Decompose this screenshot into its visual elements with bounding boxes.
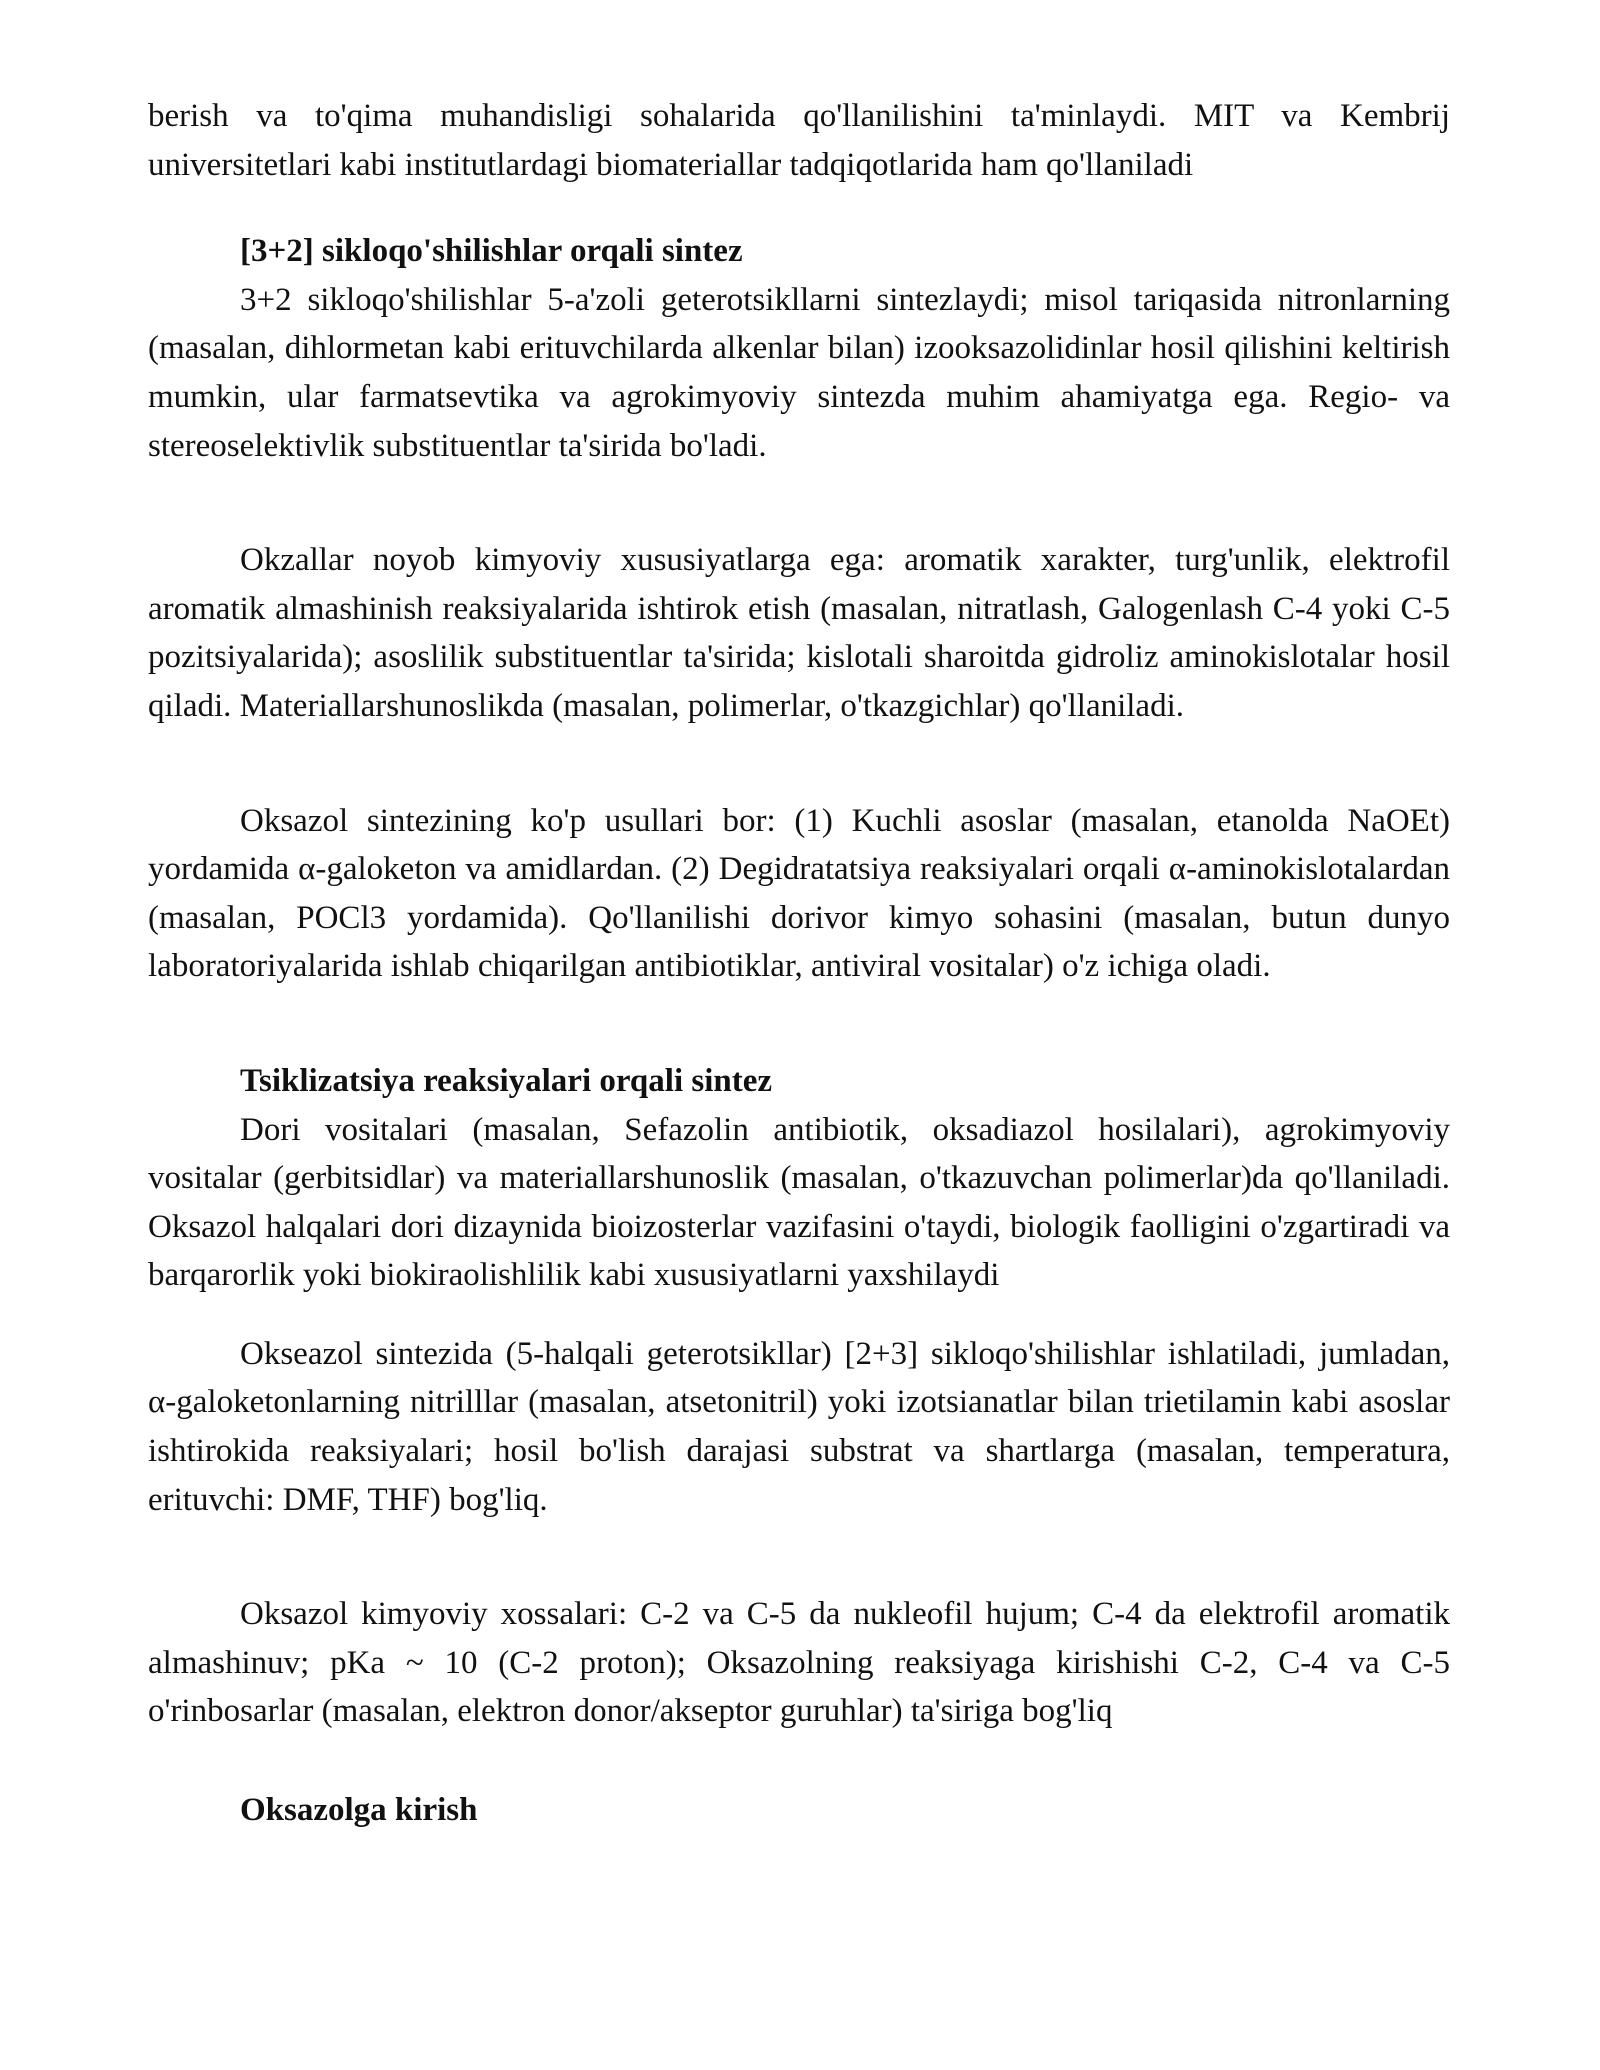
spacer [148,731,1450,797]
paragraph-cycloaddition: 3+2 sikloqo'shilishlar 5-a'zoli geterotsikllarni sintezlaydi; misol tariqasida nitronlarning (masalan, dihlormetan kabi erituvchilarda alkenlar bilan) izooksazolidinlar hosil qilishini keltirish mumkin, ular farmatsevtika va agrokimyoviy sintezda muhim ahamiyatga ega. Regio- va stereoselektivlik substituentlar ta'sirida bo'ladi. [148,281,1450,464]
section-heading-cyclization: Tsiklizatsiya reaksiyalari orqali sintez [240,1062,773,1099]
spacer [148,470,1450,536]
section-heading-introduction: Oksazolga kirish [240,1792,478,1829]
document-page [148,92,1450,1835]
paragraph-oxazole-synthesis-methods: Oksazol sintezining ko'p usullari bor: (1) Kuchli asoslar (masalan, etanolda NaOEt) yordamida α-galoketon va amidlardan. (2) Degidratatsiya reaksiyalari orqali α-aminokislotalardan (masalan, POCl3 yordamida). Qo'llanilishi dorivor kimyo sohasini (masalan, butun dunyo laboratoriyalarida ishlab chiqarilgan antibiotiklar, antiviral vositalar) o'z ichiga oladi. [148,802,1450,985]
paragraph-chemical-properties: Oksazol kimyoviy xossalari: C-2 va C-5 da nukleofil hujum; C-4 da elektrofil aromatik almashinuv; pKa ~ 10 (C-2 proton); Oksazolning reaksiyaga kirishishi C-2, C-4 va C-5 o'rinbosarlar (masalan, elektron donor/akseptor guruhlar) ta'siriga bog'liq [148,1596,1450,1730]
paragraph-intro-continuation: berish va to'qima muhandisligi sohalarida qo'llanilishini ta'minlaydi. MIT va Kembrij universitetlari kabi institutlardagi biomateriallar tadqiqotlarida ham qo'llaniladi [148,98,1450,183]
paragraph-okseazol-synthesis: Okseazol sintezida (5-halqali geterotsikllar) [2+3] sikloqo'shilishlar ishlatiladi, jumladan, α-galoketonlarning nitrilllar (masalan, atsetonitril) yoki izotsianatlar bilan trietilamin kabi asoslar ishtirokida reaksiyalari; hosil bo'lish darajasi substrat va shartlarga (masalan, temperatura, erituvchi: DMF, THF) bog'liq. [148,1335,1450,1518]
spacer [148,189,1450,227]
paragraph-oxazole-properties: Okzallar noyob kimyoviy xususiyatlarga ega: aromatik xarakter, turg'unlik, elektrofil aromatik almashinish reaksiyalarida ishtirok etish (masalan, nitratlash, Galogenlash C-4 yoki C-5 pozitsiyalarida); asoslilik substituentlar ta'sirida; kislotali sharoitda gidroliz aminokislotalar hosil qiladi. Materiallarshunoslikda (masalan, polimerlar, o'tkazgichlar) qo'llaniladi. [148,542,1450,724]
paragraph-cyclization-applications: Dori vositalari (masalan, Sefazolin antibiotik, oksadiazol hosilalari), agrokimyoviy vositalar (gerbitsidlar) va materiallarshunoslik (masalan, o'tkazuvchan polimerlar)da qo'llaniladi. Oksazol halqalari dori dizaynida bioizosterlar vazifasini o'taydi, biologik faolligini o'zgartiradi va barqarorlik yoki biokiraolishlilik kabi xususiyatlarni yaxshilaydi [148,1111,1450,1294]
section-heading-cycloaddition: [3+2] sikloqo'shilishlar orqali sintez [240,233,743,270]
spacer [148,1524,1450,1590]
spacer [148,1300,1450,1330]
spacer [148,1736,1450,1786]
spacer [148,991,1450,1057]
